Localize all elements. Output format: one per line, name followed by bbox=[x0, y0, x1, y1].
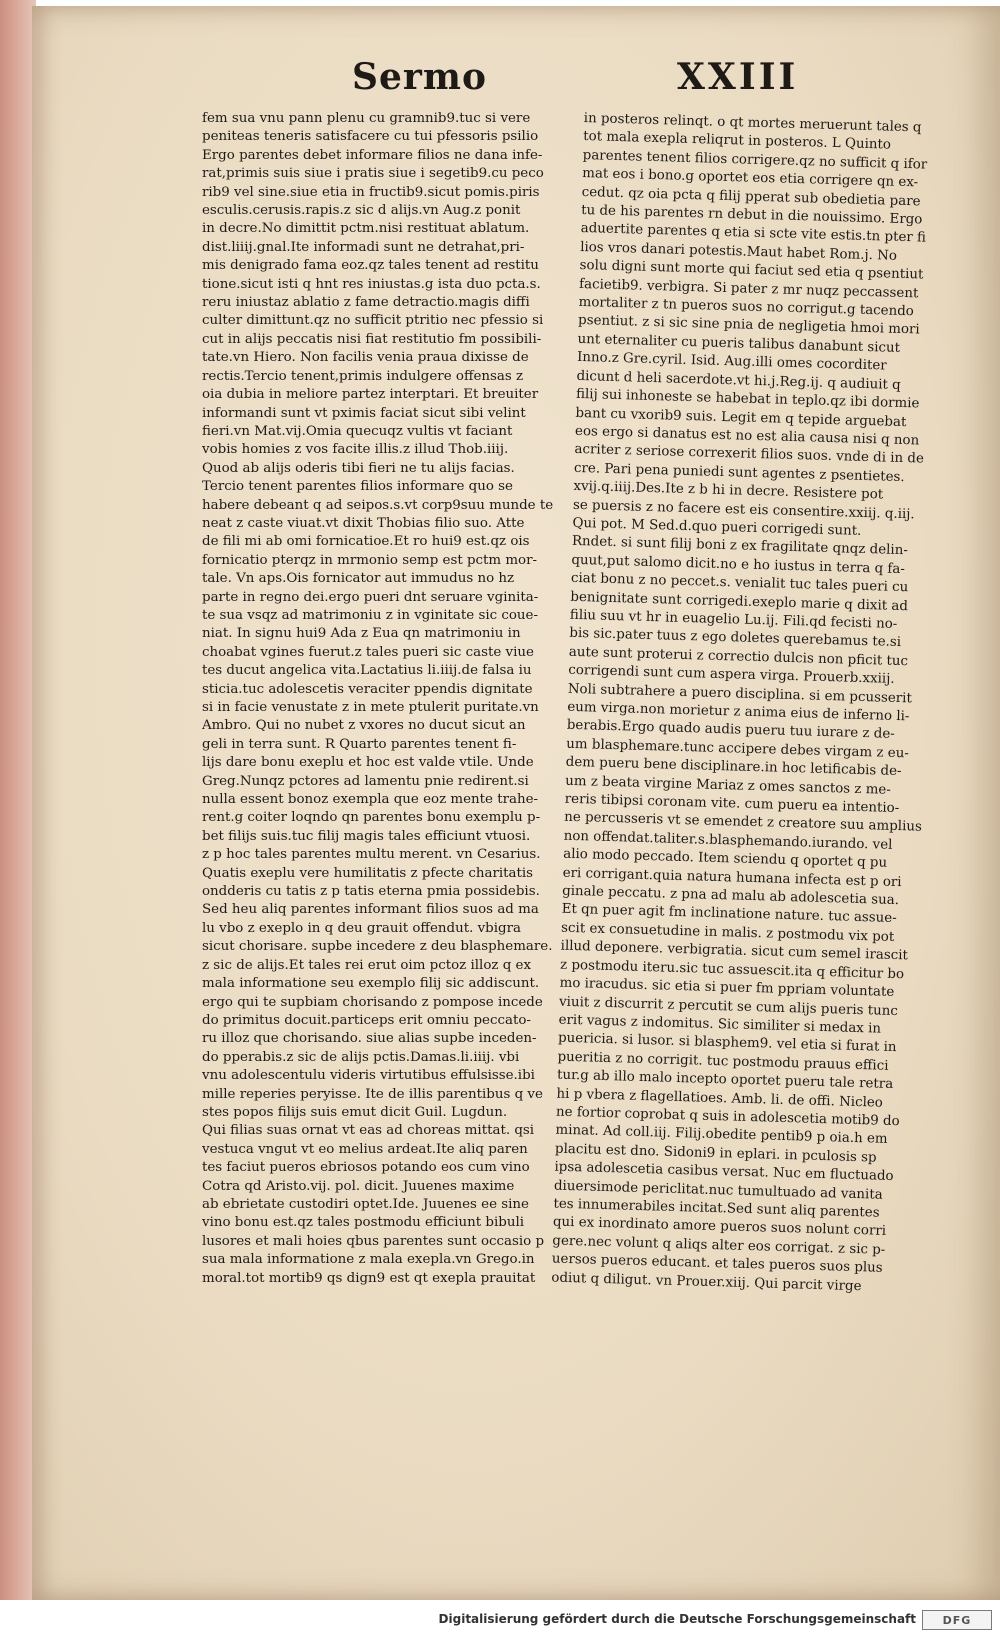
text-line: Noli subtrahere a puero disciplina. si em pcusserit bbox=[567, 681, 913, 706]
text-line: odiut q diligut. vn Prouer.xiij. Qui parcit virge bbox=[551, 1270, 862, 1294]
digitization-credit: Digitalisierung gefördert durch die Deutsche Forschungsgemeinschaft bbox=[438, 1612, 916, 1626]
text-line: nulla essent bonoz exempla que eoz mente trahe- bbox=[202, 792, 539, 808]
text-line: ergo qui te supbiam chorisando z pompose incede bbox=[202, 994, 543, 1010]
text-line: mala informatione seu exemplo filij sic addiscunt. bbox=[202, 976, 540, 992]
text-line: hi p vbera z flagellatioes. Amb. li. de offi. Nicleo bbox=[556, 1086, 884, 1111]
book-edge bbox=[0, 0, 36, 1600]
text-line: cut in alijs peccatis nisi fiat restitutio fm possibili- bbox=[202, 331, 542, 347]
text-line: si in facie venustate z in mete ptulerit puritate.vn bbox=[202, 700, 539, 715]
text-line: oia dubia in meliore partez interptari. Et breuiter bbox=[202, 387, 539, 403]
text-line: dist.liiij.gnal.Ite informadi sunt ne detrahat,pri- bbox=[202, 239, 525, 255]
dfg-logo-text: DFG bbox=[942, 1613, 972, 1627]
text-line: in decre.No dimittit pctm.nisi restituat ablatum. bbox=[202, 221, 530, 237]
text-line: Greg.Nunqz pctores ad lamentu pnie redirent.si bbox=[202, 773, 529, 789]
right-column bbox=[550, 110, 958, 1320]
text-line: lusores et mali hoies qbus parentes sunt occasio p bbox=[202, 1233, 545, 1249]
text-line: erit vagus z indomitus. Sic similiter si medax in bbox=[558, 1012, 882, 1037]
text-line: lios vros danari potestis.Maut habet Rom.j. No bbox=[579, 239, 898, 264]
text-line: mat eos i bono.g oportet eos etia corrigere qn ex- bbox=[582, 166, 919, 191]
text-line: tes innumerabiles incitat.Sed sunt aliq parentes bbox=[553, 1196, 880, 1221]
text-line: do pperabis.z sic de alijs pctis.Damas.li.iiij. vbi bbox=[202, 1049, 520, 1065]
text-line: reris tibipsi coronam vite. cum pueru ea intentio- bbox=[564, 791, 900, 817]
text-line: acriter z seriose correxerit filios suos. vnde di in de bbox=[574, 442, 925, 467]
text-line: Inno.z Gre.cyril. Isid. Aug.illi omes cocorditer bbox=[576, 350, 887, 374]
text-line: cedut. qz oia pcta q filij pperat sub obedietia pare bbox=[581, 184, 921, 210]
text-line: ondderis cu tatis z p tatis eterna pmia possidebis. bbox=[202, 884, 540, 900]
text-line: moral.tot mortib9 qs dign9 est qt exepla prauitat bbox=[202, 1270, 536, 1286]
text-line: mille reperies peryisse. Ite de illis parentibus q ve bbox=[202, 1086, 543, 1102]
text-line: eos ergo si danatus est no est alia causa nisi q non bbox=[574, 423, 920, 449]
text-line: Sed heu aliq parentes informant filios suos ad ma bbox=[202, 902, 539, 918]
text-line: neat z caste viuat.vt dixit Thobias filio suo. Atte bbox=[202, 515, 525, 531]
text-line: culter dimittunt.qz no sufficit ptritio nec pfessio si bbox=[202, 313, 544, 329]
text-line: stes popos filijs suis emut dicit Guil. Lugdun. bbox=[202, 1104, 508, 1120]
text-line: minat. Ad coll.iij. Filij.obedite pentib9 p oia.h em bbox=[555, 1122, 888, 1148]
text-line: eum virga.non morietur z anima eius de inferno li- bbox=[567, 699, 910, 725]
text-line: choabat vgines fuerut.z tales pueri sic caste viue bbox=[202, 644, 534, 660]
text-line: parte in regno dei.ergo pueri dnt seruare vginita- bbox=[202, 589, 539, 605]
text-line: non offendat.taliter.s.blasphemando.iurando. vel bbox=[563, 828, 893, 853]
text-line: aduertite parentes q etia si scte vite estis.tn pter fi bbox=[580, 221, 927, 247]
text-line: xvij.q.iiij.Des.Ite z b hi in decre. Resistere pot bbox=[573, 478, 884, 503]
text-line: vestuca vngut vt eo melius ardeat.Ite aliq paren bbox=[202, 1141, 528, 1157]
text-line: rent.g coiter loqndo qn parentes bonu exemplu p- bbox=[202, 810, 541, 826]
text-line: ipsa adolescetia casibus versat. Nuc em fluctuado bbox=[554, 1159, 894, 1185]
left-column bbox=[202, 110, 577, 1310]
text-line: filij sui inhoneste se habebat in teplo.qz ibi dormie bbox=[575, 386, 920, 412]
text-line: dem pueru bene disciplinare.in hoc letificabis de- bbox=[565, 754, 902, 780]
footer-bar bbox=[0, 1600, 1000, 1636]
text-line: diuersimode periclitat.nuc tumultuado ad vanita bbox=[553, 1178, 883, 1203]
text-line: mo iracudus. sic etia si puer fm ppriam voluntate bbox=[559, 975, 895, 1001]
text-line: mis denigrado fama eoz.qz tales tenent ad restitu bbox=[202, 258, 539, 274]
text-line: uersos pueros educant. et tales pueros suos plus bbox=[551, 1251, 883, 1276]
text-line: filiu suu vt hr in euagelio Lu.ij. Fili.qd fecisti no- bbox=[569, 607, 898, 632]
text-line: puericia. si lusor. si blasphem9. vel etia si furat in bbox=[557, 1030, 897, 1056]
text-line: vnu adolescentulu videris virtutibus effulsisse.ibi bbox=[202, 1068, 535, 1084]
text-line: sua mala informatione z mala exepla.vn Grego.in bbox=[202, 1252, 535, 1268]
text-line: lijs dare bonu exeplu et hoc est valde vtile. Unde bbox=[202, 755, 534, 771]
dfg-logo bbox=[922, 1610, 992, 1630]
text-line: se puersis z no facere est eis consentire.xxiij. q.iij. bbox=[572, 497, 915, 522]
text-line: psentiut. z si sic sine pnia de negligetia hmoi mori bbox=[577, 313, 920, 338]
text-line: facietib9. verbigra. Si pater z mr nuqz peccassent bbox=[578, 276, 919, 302]
text-line: sicut chorisare. supbe incedere z deu blasphemare. bbox=[202, 939, 553, 955]
text-line: unt eternaliter cu pueris talibus danabunt sicut bbox=[577, 331, 901, 356]
text-line: tu de his parentes rn debut in die nouissimo. Ergo bbox=[580, 202, 923, 228]
text-line: Qui filias suas ornat vt eas ad choreas mittat. qsi bbox=[202, 1123, 535, 1139]
page-number: XXIII bbox=[677, 56, 799, 98]
text-line: um z beata virgine Mariaz z omes sanctos z me- bbox=[565, 773, 892, 798]
text-line: Quod ab alijs oderis tibi fieri ne tu alijs facias. bbox=[202, 460, 515, 476]
text-line: qui ex inordinato amore pueros suos nolunt corri bbox=[552, 1214, 887, 1240]
text-line: geli in terra sunt. R Quarto parentes tenent fi- bbox=[202, 736, 517, 752]
text-line: bant cu vxorib9 suis. Legit em q tepide arguebat bbox=[575, 405, 907, 430]
text-line: tot mala exepla reliqrut in posteros. L Quinto bbox=[583, 129, 892, 153]
text-line: fem sua vnu pann plenu cu gramnib9.tuc si vere bbox=[202, 111, 531, 126]
text-line: te sua vsqz ad matrimoniu z in vginitate sic coue- bbox=[202, 607, 538, 623]
text-line: alio modo peccado. Item sciendu q oportet q pu bbox=[562, 846, 888, 872]
text-line: tes ducut angelica vita.Lactatius li.iiij.de falsa iu bbox=[202, 663, 532, 679]
text-line: illud deponere. verbigratia. sicut cum semel irascit bbox=[560, 938, 909, 964]
text-line: vobis homies z vos facite illis.z illud Thob.iiij. bbox=[202, 442, 509, 458]
text-line: rat,primis suis siue i pratis siue i segetib9.cu peco bbox=[202, 166, 544, 182]
text-line: corrigendi sunt cum aspera virga. Prouerb.xxiij. bbox=[568, 662, 895, 688]
text-line: ru illoz que chorisando. siue alias supbe inceden- bbox=[202, 1031, 537, 1047]
text-line: vino bonu est.qz tales postmodu efficiunt bibuli bbox=[202, 1215, 525, 1231]
text-line: Ergo parentes debet informare filios ne dana infe- bbox=[202, 147, 543, 163]
text-line: informandi sunt vt pximis faciat sicut sibi velint bbox=[202, 405, 526, 421]
text-line: scit ex consuetudine in malis. z postmodu vix pot bbox=[560, 920, 895, 945]
text-line: niat. In signu hui9 Ada z Eua qn matrimoniu in bbox=[202, 626, 521, 642]
text-line: cre. Pari pena puniedi sunt agentes z psentietes. bbox=[573, 460, 905, 485]
text-line: dicunt d heli sacerdote.vt hi.j.Reg.ij. q audiuit q bbox=[576, 368, 901, 393]
text-line: ab ebrietate custodiri optet.Ide. Juuenes ee sine bbox=[202, 1196, 529, 1212]
text-line: z p hoc tales parentes multu merent. vn Cesarius. bbox=[202, 847, 541, 863]
text-line: viuit z discurrit z percutit se cum alijs pueris tunc bbox=[558, 994, 899, 1019]
text-line: de fili mi ab omi fornicatioe.Et ro hui9 est.qz ois bbox=[202, 534, 530, 550]
text-line: fornicatio pterqz in mrmonio semp est pctm mor- bbox=[202, 552, 538, 568]
text-line: bis sic.pater tuus z ego doletes querebamus te.si bbox=[569, 626, 902, 651]
text-line: tate.vn Hiero. Non facilis venia praua dixisse de bbox=[202, 350, 529, 366]
text-line: Tercio tenent parentes filios informare quo se bbox=[202, 479, 513, 495]
text-line: berabis.Ergo quado audis pueru tuu iurare z de- bbox=[566, 718, 895, 743]
text-line: tione.sicut isti q hnt res iniustas.g ista duo pcta.s. bbox=[202, 276, 541, 292]
text-line: habere debeant q ad seipos.s.vt corp9suu munde te bbox=[202, 497, 554, 513]
text-line: lu vbo z exeplo in q deu grauit offendut. vbigra bbox=[202, 920, 521, 936]
text-line: ginale peccatu. z pna ad malu ab adolescetia sua. bbox=[561, 883, 900, 909]
running-head: Sermo bbox=[352, 56, 487, 98]
page-header bbox=[32, 56, 1000, 106]
text-line: benignitate sunt corrigedi.exeplo marie q dixit ad bbox=[570, 589, 909, 614]
text-line: quut,put salomo dicit.no e ho iustus in terra q fa- bbox=[571, 552, 906, 577]
text-line: gere.nec volunt q aliqs alter eos corrigat. z sic p- bbox=[552, 1233, 886, 1258]
book-page bbox=[32, 6, 1000, 1600]
text-line: solu digni sunt morte qui faciut sed etia q psentiut bbox=[579, 258, 924, 283]
text-line: Quatis exeplu vere humilitatis z pfecte charitatis bbox=[202, 865, 534, 881]
text-line: bet filijs suis.tuc filij magis tales efficiunt vtuosi. bbox=[202, 828, 531, 844]
text-line: ne fortior coprobat q suis in adolescetia motib9 do bbox=[555, 1104, 900, 1130]
text-line: Cotra qd Aristo.vij. pol. dicit. Juuenes maxime bbox=[202, 1178, 515, 1194]
text-line: tes faciut pueros ebriosos potando eos cum vino bbox=[202, 1160, 530, 1176]
text-line: Ambro. Qui no nubet z vxores no ducut sicut an bbox=[202, 718, 526, 734]
text-line: eri corrigant.quia natura humana infecta est p ori bbox=[562, 865, 902, 890]
text-line: parentes tenent filios corrigere.qz no sufficit q ifor bbox=[582, 147, 928, 173]
text-line: Et qn puer agit fm inclinatione nature. tuc assue- bbox=[561, 902, 897, 927]
text-line: um blasphemare.tunc accipere debes virgam z eu- bbox=[566, 736, 910, 762]
text-line: ciat bonu z no peccet.s. venialit tuc tales pueri cu bbox=[570, 570, 909, 596]
text-line: mortaliter z tn pueros suos no corrigut.g tacendo bbox=[578, 294, 915, 320]
text-line: peniteas teneris satisfacere cu tui pfessoris psilio bbox=[202, 129, 539, 145]
text-line: z sic de alijs.Et tales rei erut oim pctoz illoz q ex bbox=[202, 957, 532, 973]
text-line: rectis.Tercio tenent,primis indulgere offensas z bbox=[202, 368, 524, 384]
text-line: fieri.vn Mat.vij.Omia quecuqz vultis vt faciant bbox=[202, 423, 513, 439]
text-line: z postmodu iteru.sic tuc assuescit.ita q efficitur bo bbox=[559, 957, 905, 982]
text-line: do primitus docuit.particeps erit omniu peccato- bbox=[202, 1012, 531, 1028]
text-line: esculis.cerusis.rapis.z sic d alijs.vn Aug.z ponit bbox=[202, 203, 521, 219]
text-line: sticia.tuc adolescetis veraciter ppendis dignitate bbox=[202, 681, 533, 697]
text-line: tur.g ab illo malo incepto oportet pueru tale retra bbox=[556, 1067, 894, 1093]
text-line: pueritia z no corrigit. tuc postmodu prauus effici bbox=[557, 1049, 889, 1074]
text-line: in posteros relinqt. o qt mortes meruerunt tales q bbox=[583, 110, 922, 136]
text-line: tale. Vn aps.Ois fornicator aut immudus no hz bbox=[202, 571, 515, 587]
text-line: ne percusseris vt se emendet z creatore suu amplius bbox=[564, 810, 923, 836]
text-line: aute sunt proterui z correctio dulcis non pficit tuc bbox=[568, 644, 909, 670]
text-line: rib9 vel sine.siue etia in fructib9.sicut pomis.piris bbox=[202, 184, 540, 200]
text-line: placitu est dno. Sidoni9 in eplari. in pculosis sp bbox=[554, 1141, 877, 1166]
text-line: Qui pot. M Sed.d.quo pueri corrigedi sunt. bbox=[572, 515, 862, 539]
text-line: Rndet. si sunt filij boni z ex fragilitate qnqz delin- bbox=[571, 534, 909, 559]
text-line: reru iniustaz ablatio z fame detractio.magis diffi bbox=[202, 295, 530, 311]
